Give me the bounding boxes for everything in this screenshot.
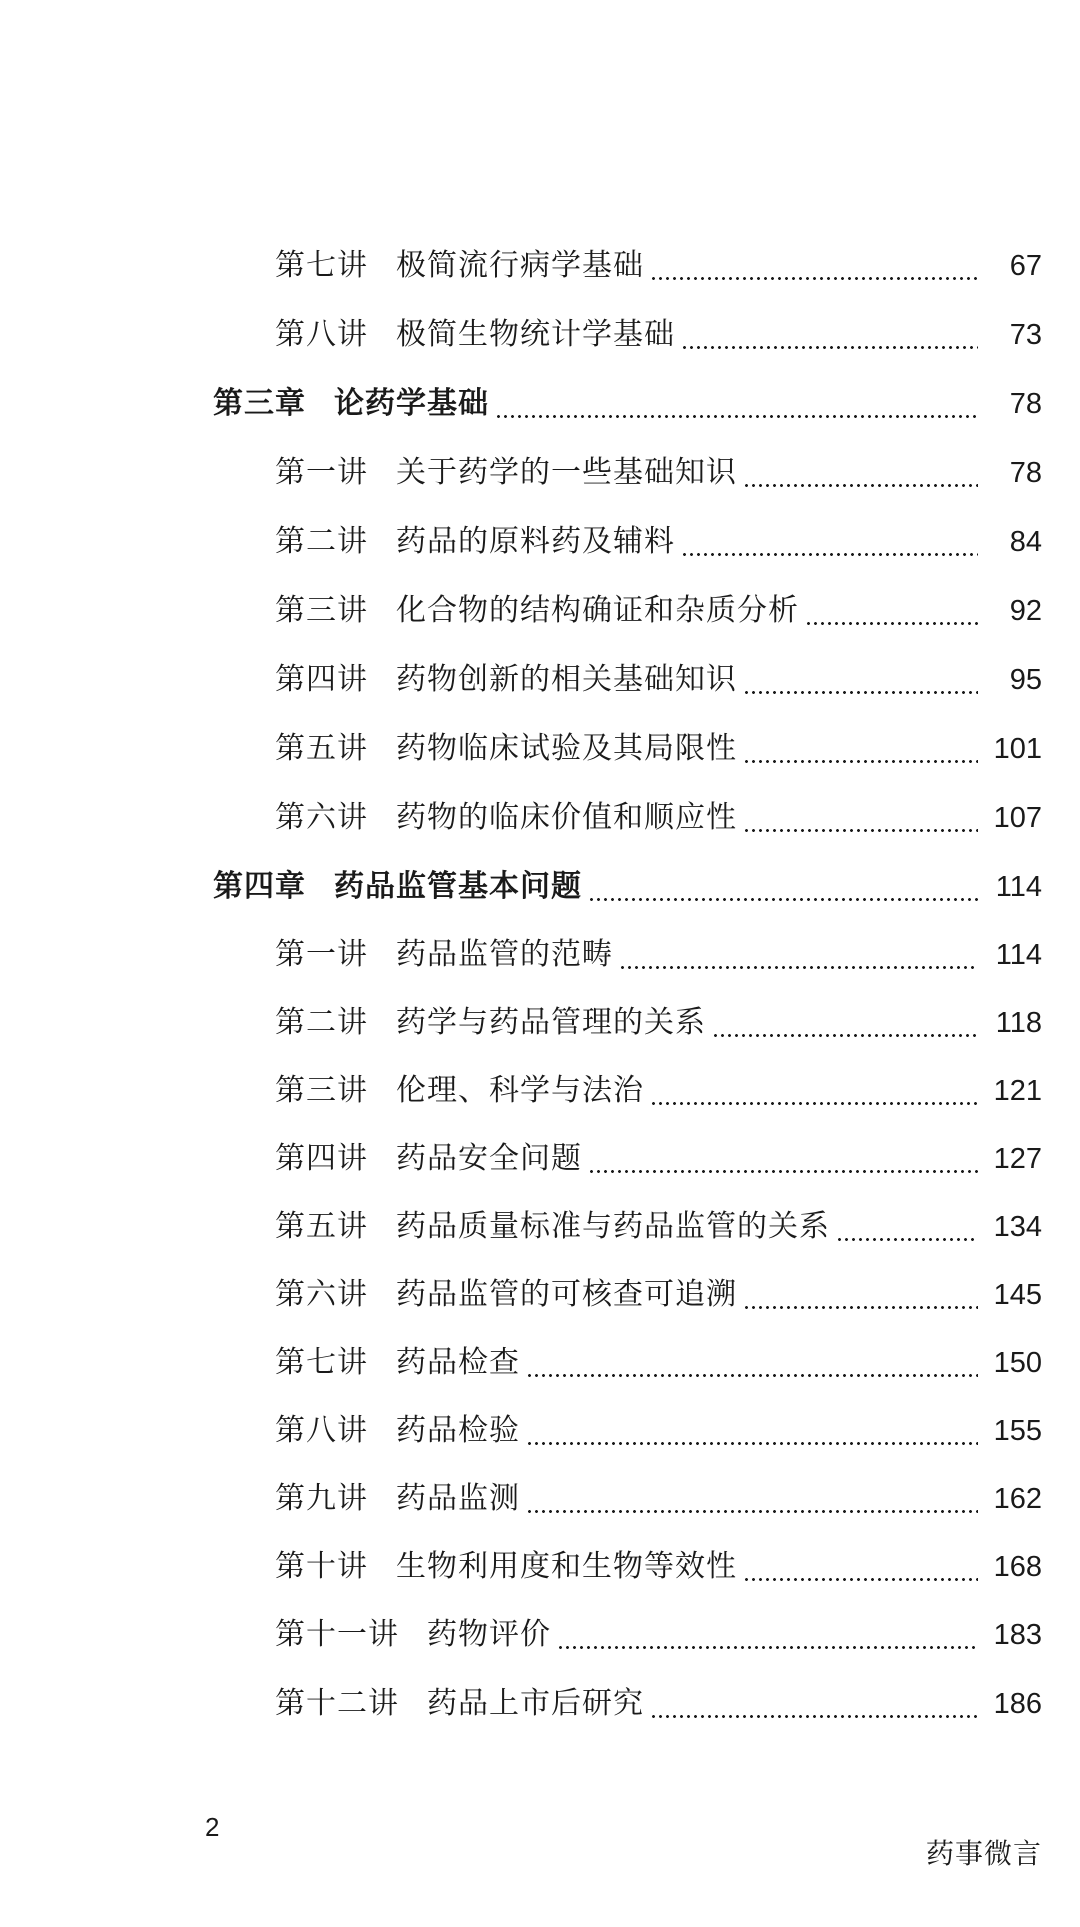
entry-page-number: 84 — [1009, 526, 1042, 558]
toc-entry-chapter[interactable] — [0, 859, 1080, 907]
dot-leader — [743, 453, 978, 493]
entry-title: 生物利用度和生物等效性 — [396, 1549, 737, 1584]
dot-leader — [712, 1003, 978, 1043]
entry-number: 第六讲 — [275, 800, 368, 835]
entry-title: 极简生物统计学基础 — [396, 317, 675, 352]
toc-entry-lecture[interactable] — [0, 790, 1080, 838]
entry-page-number: 73 — [1009, 319, 1042, 351]
toc-entry-lecture[interactable] — [0, 1267, 1080, 1315]
entry-page-number: 78 — [1009, 457, 1042, 489]
entry-page-number: 107 — [993, 802, 1042, 834]
entry-title: 药品上市后研究 — [427, 1686, 644, 1721]
entry-title: 关于药学的一些基础知识 — [396, 455, 737, 490]
dot-leader — [743, 798, 978, 838]
entry-title: 药品监管基本问题 — [334, 869, 582, 904]
dot-leader — [836, 1207, 978, 1247]
dot-leader — [526, 1411, 978, 1451]
toc-entry-lecture[interactable] — [0, 307, 1080, 355]
entry-title: 药学与药品管理的关系 — [396, 1005, 706, 1040]
entry-page-number: 134 — [993, 1211, 1042, 1243]
entry-number: 第七讲 — [275, 1345, 368, 1380]
entry-number: 第八讲 — [275, 1413, 368, 1448]
toc-entry-lecture[interactable] — [0, 1199, 1080, 1247]
toc-entry-lecture[interactable] — [0, 927, 1080, 975]
entry-number: 第一讲 — [275, 455, 368, 490]
toc-entry-lecture[interactable] — [0, 1335, 1080, 1383]
entry-number: 第二讲 — [275, 524, 368, 559]
page-number: 2 — [205, 1812, 220, 1842]
entry-page-number: 67 — [1009, 250, 1042, 282]
entry-title: 药品的原料药及辅料 — [396, 524, 675, 559]
entry-page-number: 92 — [1009, 595, 1042, 627]
entry-page-number: 121 — [993, 1075, 1042, 1107]
entry-title: 药品安全问题 — [396, 1141, 582, 1176]
entry-title: 药品监管的可核查可追溯 — [396, 1277, 737, 1312]
toc-entry-lecture[interactable] — [0, 721, 1080, 769]
dot-leader — [743, 729, 978, 769]
entry-page-number: 145 — [993, 1279, 1042, 1311]
entry-title: 药品质量标准与药品监管的关系 — [396, 1209, 830, 1244]
entry-number: 第七讲 — [275, 248, 368, 283]
toc-entry-lecture[interactable] — [0, 1131, 1080, 1179]
dot-leader — [681, 522, 978, 562]
dot-leader — [526, 1343, 978, 1383]
entry-number: 第四讲 — [275, 662, 368, 697]
dot-leader — [650, 246, 978, 286]
dot-leader — [588, 1139, 978, 1179]
toc-entry-lecture[interactable] — [0, 1676, 1080, 1724]
dot-leader — [743, 1547, 978, 1587]
entry-title: 化合物的结构确证和杂质分析 — [396, 593, 799, 628]
entry-number: 第二讲 — [275, 1005, 368, 1040]
entry-number: 第一讲 — [275, 937, 368, 972]
toc-entry-lecture[interactable] — [0, 995, 1080, 1043]
toc-entry-chapter[interactable] — [0, 376, 1080, 424]
entry-title: 药物评价 — [427, 1617, 551, 1652]
toc-entry-lecture[interactable] — [0, 1471, 1080, 1519]
entry-title: 伦理、科学与法治 — [396, 1073, 644, 1108]
dot-leader — [650, 1071, 978, 1111]
dot-leader — [805, 591, 978, 631]
dot-leader — [588, 867, 978, 907]
dot-leader — [557, 1615, 978, 1655]
entry-title: 极简流行病学基础 — [396, 248, 644, 283]
entry-page-number: 127 — [993, 1143, 1042, 1175]
entry-number: 第八讲 — [275, 317, 368, 352]
entry-page-number: 150 — [993, 1347, 1042, 1379]
entry-number: 第四章 — [213, 869, 306, 904]
entry-page-number: 101 — [993, 733, 1042, 765]
entry-page-number: 114 — [995, 939, 1042, 971]
dot-leader — [743, 660, 978, 700]
entry-page-number: 168 — [993, 1551, 1042, 1583]
entry-title: 药品检验 — [396, 1413, 520, 1448]
toc-entry-lecture[interactable] — [0, 445, 1080, 493]
toc-entry-lecture[interactable] — [0, 1403, 1080, 1451]
entry-number: 第五讲 — [275, 1209, 368, 1244]
dot-leader — [619, 935, 978, 975]
entry-title: 药品检查 — [396, 1345, 520, 1380]
dot-leader — [743, 1275, 978, 1315]
entry-page-number: 78 — [1009, 388, 1042, 420]
entry-page-number: 186 — [993, 1688, 1042, 1720]
book-title: 药事微言 — [925, 1837, 1042, 1870]
dot-leader — [681, 315, 978, 355]
dot-leader — [526, 1479, 978, 1519]
toc-entry-lecture[interactable] — [0, 1607, 1080, 1655]
toc-entry-lecture[interactable] — [0, 652, 1080, 700]
toc-entry-lecture[interactable] — [0, 1539, 1080, 1587]
entry-page-number: 155 — [993, 1415, 1042, 1447]
entry-page-number: 114 — [995, 871, 1042, 903]
entry-title: 药物的临床价值和顺应性 — [396, 800, 737, 835]
entry-number: 第十讲 — [275, 1549, 368, 1584]
toc-entry-lecture[interactable] — [0, 514, 1080, 562]
toc-entry-lecture[interactable] — [0, 238, 1080, 286]
toc-entry-lecture[interactable] — [0, 583, 1080, 631]
dot-leader — [650, 1684, 978, 1724]
entry-number: 第三讲 — [275, 1073, 368, 1108]
entry-number: 第五讲 — [275, 731, 368, 766]
entry-number: 第十二讲 — [275, 1686, 399, 1721]
dot-leader — [495, 384, 978, 424]
entry-number: 第九讲 — [275, 1481, 368, 1516]
entry-title: 药物临床试验及其局限性 — [396, 731, 737, 766]
entry-page-number: 162 — [993, 1483, 1042, 1515]
entry-page-number: 183 — [993, 1619, 1042, 1651]
entry-title: 药品监测 — [396, 1481, 520, 1516]
entry-number: 第三章 — [213, 386, 306, 421]
entry-number: 第六讲 — [275, 1277, 368, 1312]
entry-page-number: 118 — [995, 1007, 1042, 1039]
entry-number: 第四讲 — [275, 1141, 368, 1176]
entry-page-number: 95 — [1009, 664, 1042, 696]
entry-number: 第三讲 — [275, 593, 368, 628]
entry-title: 药物创新的相关基础知识 — [396, 662, 737, 697]
entry-number: 第十一讲 — [275, 1617, 399, 1652]
toc-entry-lecture[interactable] — [0, 1063, 1080, 1111]
entry-title: 论药学基础 — [334, 386, 489, 421]
entry-title: 药品监管的范畴 — [396, 937, 613, 972]
